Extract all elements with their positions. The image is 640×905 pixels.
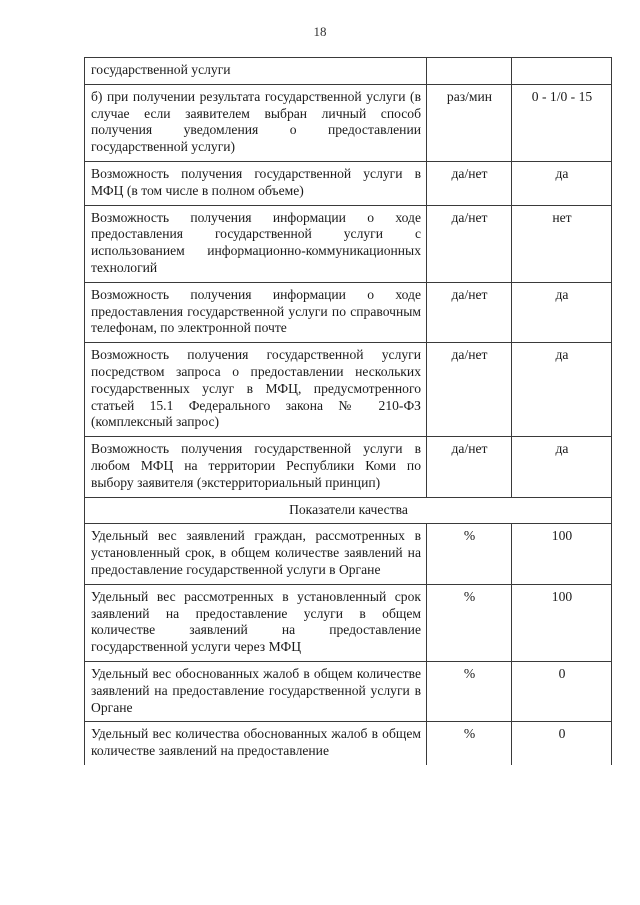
indicator-value: да bbox=[512, 161, 612, 205]
indicator-description: Возможность получения государственной услуги в любом МФЦ на территории Республики Коми по выбору заявителя (экстерриториальный принцип) bbox=[85, 437, 427, 497]
indicator-value: да bbox=[512, 343, 612, 437]
indicator-value: нет bbox=[512, 205, 612, 282]
indicator-description: Возможность получения информации о ходе предоставления государственной услуги по справочным телефонам, по электронной почте bbox=[85, 282, 427, 342]
indicator-value: 0 bbox=[512, 661, 612, 721]
table-row bbox=[85, 343, 612, 437]
indicator-unit: % bbox=[427, 584, 512, 661]
indicator-value: да bbox=[512, 282, 612, 342]
indicator-description: б) при получении результата государственной услуги (в случае если заявителем выбран личный способ получения уведомления о предоставлении государственной услуги) bbox=[85, 84, 427, 161]
indicator-unit: да/нет bbox=[427, 205, 512, 282]
table-row bbox=[85, 205, 612, 282]
table-row bbox=[85, 437, 612, 497]
indicator-description: Удельный вес количества обоснованных жалоб в общем количестве заявлений на предоставление bbox=[85, 722, 427, 765]
indicator-unit bbox=[427, 58, 512, 85]
page-number: 18 bbox=[313, 24, 327, 39]
indicator-description: государственной услуги bbox=[85, 58, 427, 85]
table-row bbox=[85, 722, 612, 765]
indicator-unit: % bbox=[427, 722, 512, 765]
indicator-unit: % bbox=[427, 661, 512, 721]
indicator-value: 100 bbox=[512, 584, 612, 661]
indicator-description: Возможность получения государственной услуги посредством запроса о предоставлении нескольких государственных услуг в МФЦ, предусмотренного статьей 15.1 Федерального закона № 210-ФЗ (комплексный запрос) bbox=[85, 343, 427, 437]
table-row bbox=[85, 161, 612, 205]
indicator-value: 100 bbox=[512, 524, 612, 584]
indicator-unit: % bbox=[427, 524, 512, 584]
indicator-description: Возможность получения информации о ходе предоставления государственной услуги с использованием информационно-коммуникационных технологий bbox=[85, 205, 427, 282]
indicator-value: 0 - 1/0 - 15 bbox=[512, 84, 612, 161]
table-row bbox=[85, 58, 612, 85]
table-row bbox=[85, 661, 612, 721]
table-row bbox=[85, 584, 612, 661]
indicator-description: Возможность получения государственной услуги в МФЦ (в том числе в полном объеме) bbox=[85, 161, 427, 205]
indicator-value: да bbox=[512, 437, 612, 497]
indicator-value bbox=[512, 58, 612, 85]
indicator-unit: да/нет bbox=[427, 343, 512, 437]
table-row bbox=[85, 524, 612, 584]
indicator-unit: да/нет bbox=[427, 282, 512, 342]
indicator-unit: раз/мин bbox=[427, 84, 512, 161]
indicator-unit: да/нет bbox=[427, 161, 512, 205]
indicator-value: 0 bbox=[512, 722, 612, 765]
indicator-unit: да/нет bbox=[427, 437, 512, 497]
indicator-description: Удельный вес рассмотренных в установленный срок заявлений на предоставление услуги в общем количестве заявлений на предоставление государственной услуги через МФЦ bbox=[85, 584, 427, 661]
indicator-description: Удельный вес заявлений граждан, рассмотренных в установленный срок, в общем количестве заявлений на предоставление государственной услуги в Органе bbox=[85, 524, 427, 584]
table-row bbox=[85, 84, 612, 161]
indicators-table bbox=[84, 57, 612, 765]
section-title: Показатели качества bbox=[85, 497, 612, 524]
indicator-description: Удельный вес обоснованных жалоб в общем количестве заявлений на предоставление государственной услуги в Органе bbox=[85, 661, 427, 721]
section-header-row bbox=[85, 497, 612, 524]
table-row bbox=[85, 282, 612, 342]
